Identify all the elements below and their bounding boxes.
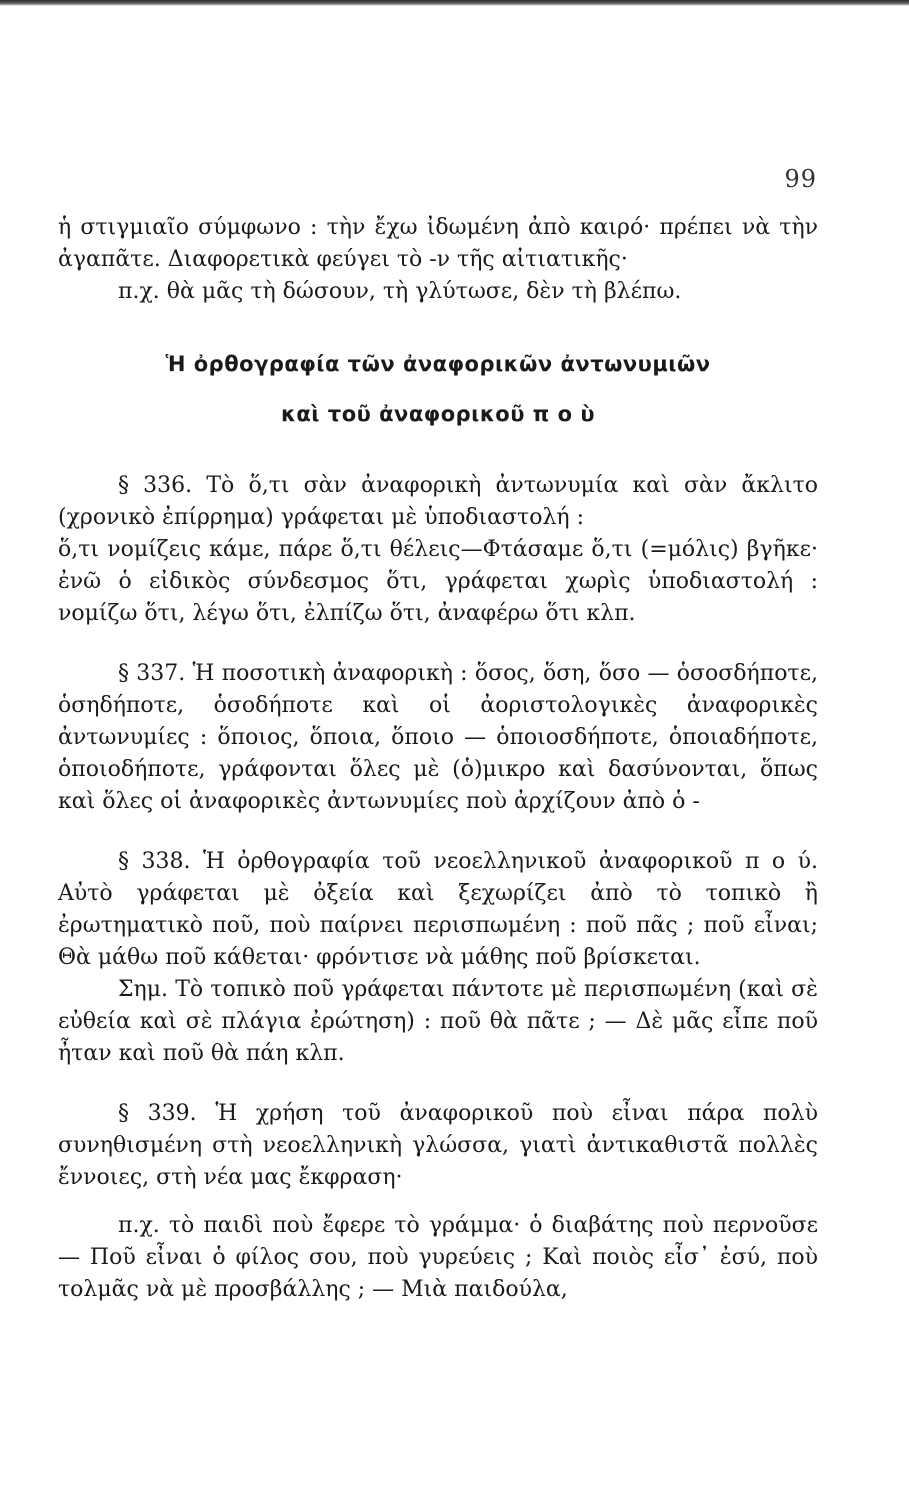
- section-338-note: Σημ. Τὸ τοπικὸ ποῦ γράφεται πάντοτε μὲ περισπωμένη (καὶ σὲ εὐθεία καὶ σὲ πλάγια ἐρώτηση) : ποῦ θὰ πᾶτε ; — Δὲ μᾶς εἶπε ποῦ ἦταν καὶ ποῦ θὰ πάη κλπ.: [58, 977, 818, 1066]
- section-338: § 338. Ἡ ὀρθογραφία τοῦ νεοελληνικοῦ ἀναφορικοῦ π ο ύ. Αὐτὸ γράφεται μὲ ὀξεία καὶ ξεχωρίζει ἀπὸ τὸ τοπικὸ ἢ ἐρωτηματικὸ ποῦ, ποὺ παίρνει περισπωμένη : ποῦ πᾶς ; ποῦ εἶναι; Θὰ μάθω ποῦ κάθεται· φρόντισε νὰ μάθης ποῦ βρίσκεται.: [58, 849, 818, 970]
- paragraph-example: π.χ. θὰ μᾶς τὴ δώσουν, τὴ γλύτωσε, δὲν τὴ βλέπω.: [118, 279, 682, 304]
- page-number: 99: [784, 165, 817, 193]
- section-heading-line-2: καὶ τοῦ ἀναφορικοῦ π ο ὺ: [280, 402, 596, 426]
- page-text: [58, 212, 818, 1306]
- section-336: § 336. Τὸ ὅ,τι σὰν ἀναφορικὴ ἀντωνυμία καὶ σὰν ἄκλιτο (χρονικὸ ἐπίρρημα) γράφεται μὲ ὑποδιαστολή :: [58, 473, 818, 530]
- scan-top-edge: [0, 0, 909, 6]
- section-heading-line-1: Ἡ ὀρθογραφία τῶν ἀναφορικῶν ἀντωνυμιῶν: [165, 352, 711, 376]
- section-339-examples: π.χ. τὸ παιδὶ ποὺ ἔφερε τὸ γράμμα· ὁ διαβάτης ποὺ περνοῦσε — Ποῦ εἶναι ὁ φίλος σου, ποὺ γυρεύεις ; Καὶ ποιὸς εἶσ᾿ ἐσύ, ποὺ τολμᾶς νὰ μὲ προσβάλλης ; — Μιὰ παιδούλα,: [58, 1213, 818, 1302]
- section-336-examples: ὅ,τι νομίζεις κάμε, πάρε ὅ,τι θέλεις—Φτάσαμε ὅ,τι (=μόλις) βγῆκε· ἐνῶ ὁ εἰδικὸς σύνδεσμος ὅτι, γράφεται χωρὶς ὑποδιαστολή : νομίζω ὅτι, λέγω ὅτι, ἐλπίζω ὅτι, ἀναφέρω ὅτι κλπ.: [58, 537, 818, 626]
- section-339: § 339. Ἡ χρήση τοῦ ἀναφορικοῦ ποὺ εἶναι πάρα πολὺ συνηθισμένη στὴ νεοελληνικὴ γλώσσα, γιατὶ ἀντικαθιστᾶ πολλὲς ἔννοιες, στὴ νέα μας ἔκφραση·: [58, 1101, 818, 1190]
- section-337: § 337. Ἡ ποσοτικὴ ἀναφορικὴ : ὅσος, ὅση, ὅσο — ὁσοσδήποτε, ὁσηδήποτε, ὁσοδήποτε καὶ οἱ ἀοριστολογικὲς ἀναφορικὲς ἀντωνυμίες : ὅποιος, ὅποια, ὅποιο — ὁποιοσδήποτε, ὁποιαδήποτε, ὁποιοδήποτε, γράφονται ὅλες μὲ (ὁ)μικρο καὶ δασύνονται, ὅπως καὶ ὅλες οἱ ἀναφορικὲς ἀντωνυμίες ποὺ ἀρχίζουν ἀπὸ ὁ -: [58, 661, 818, 814]
- paragraph-intro: ἡ στιγμιαῖο σύμφωνο : τὴν ἔχω ἰδωμένη ἀπὸ καιρό· πρέπει νὰ τὴν ἀγαπᾶτε. Διαφορετικὰ φεύγει τὸ -ν τῆς αἰτιατικῆς·: [58, 215, 818, 272]
